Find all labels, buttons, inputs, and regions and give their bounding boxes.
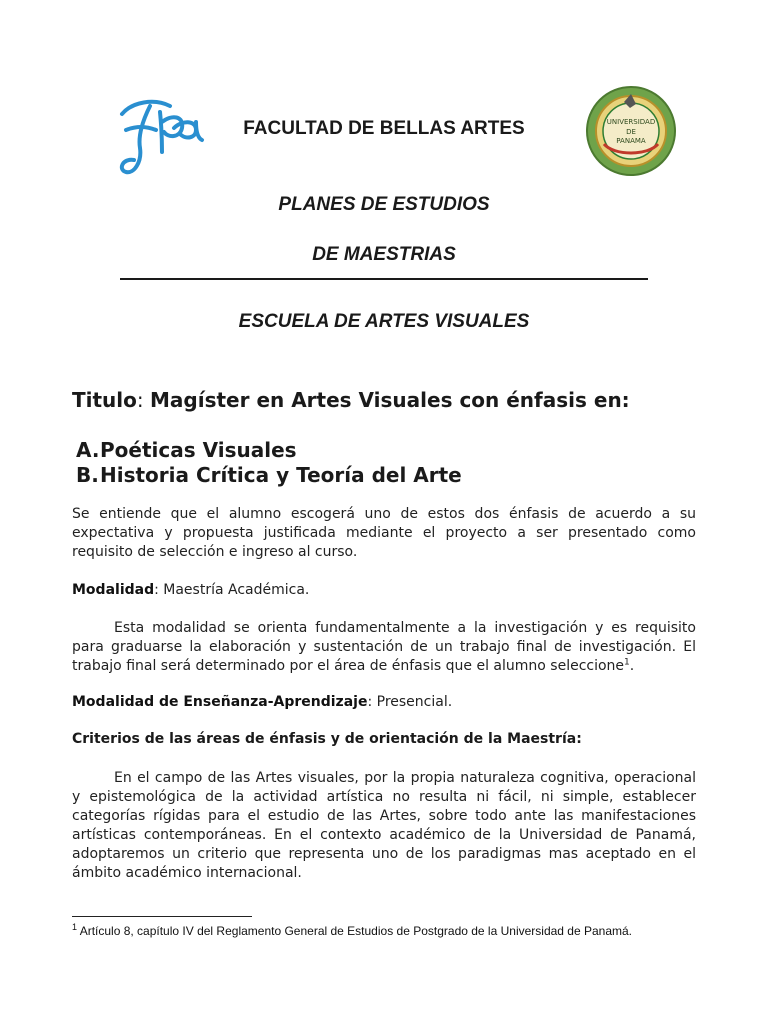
footnote-text: Artículo 8, capítulo IV del Reglamento General de Estudios de Postgrado de la Universidad de Panamá. (77, 924, 633, 938)
faculty-title: FACULTAD DE BELLAS ARTES (243, 118, 525, 139)
ensenanza-line (72, 693, 696, 712)
degree-title-value: Magíster en Artes Visuales con énfasis en: (150, 388, 630, 412)
plans-title-line2: DE MAESTRIAS (312, 244, 456, 265)
plans-title-line1: PLANES DE ESTUDIOS (278, 194, 490, 215)
svg-text:DE: DE (626, 128, 636, 136)
ensenanza-value: : Presencial. (367, 694, 453, 710)
footnote-number: 1 (72, 922, 78, 932)
school-title: ESCUELA DE ARTES VISUALES (238, 311, 530, 332)
modalidad-paragraph-text: Esta modalidad se orienta fundamentalmente a la investigación y es requisito para graduarse la elaboración y sustentación de un trabajo final de investigación. El trabajo final será determinado por el área de énfasis que el alumno seleccione (72, 620, 696, 674)
ensenanza-label: Modalidad de Enseñanza-Aprendizaje (72, 694, 368, 710)
header-divider (120, 278, 648, 280)
modalidad-value: : Maestría Académica. (154, 582, 310, 598)
modalidad-label: Modalidad (72, 582, 155, 598)
criterios-paragraph: En el campo de las Artes visuales, por la propia naturaleza cognitiva, operacional y epistemológica de la actividad artística no resulta ni fácil, ni simple, establecer categorías rígidas para el estudio de las Artes, sobre todo ante las manifestaciones artísticas contemporáneas. En el contexto académico de la Universidad de Panamá, adoptaremos un criterio que representa uno de los paradigmas mas aceptado en el ámbito académico internacional. (72, 770, 696, 881)
footnote (72, 924, 632, 938)
modalidad-line (72, 581, 696, 600)
emphasis-text: Poéticas Visuales (100, 438, 297, 462)
svg-text:UNIVERSIDAD: UNIVERSIDAD (606, 118, 656, 126)
modalidad-paragraph (72, 619, 696, 676)
emphasis-text: Historia Crítica y Teoría del Arte (100, 463, 462, 487)
emphasis-item-a (76, 438, 297, 462)
emphasis-letter: A. (76, 438, 100, 462)
degree-title (72, 388, 630, 412)
intro-paragraph: Se entiende que el alumno escogerá uno de estos dos énfasis de acuerdo a su expectativa y propuesta justificada mediante el proyecto a ser presentado como requisito de selección e ingreso al curso. (72, 506, 696, 560)
emphasis-letter: B. (76, 463, 99, 487)
degree-title-colon: : (136, 388, 151, 412)
footnote-ref: 1 (624, 657, 630, 668)
university-seal (584, 84, 678, 178)
svg-text:PANAMA: PANAMA (616, 137, 646, 145)
degree-title-key: Titulo (72, 388, 137, 412)
modalidad-paragraph-end: . (629, 658, 635, 674)
criterios-heading: Criterios de las áreas de énfasis y de orientación de la Maestría: (72, 731, 582, 747)
emphasis-item-b (76, 463, 462, 487)
footnote-divider (72, 916, 252, 917)
